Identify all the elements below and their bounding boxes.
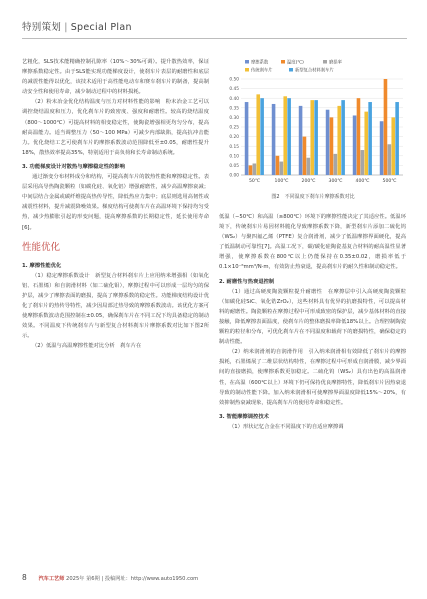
bar-0 [380,121,384,175]
journal-brand: 汽车工艺师 [38,576,65,582]
legend-label: 摩擦系数 [251,60,269,66]
section-title: 性能优化 [22,241,61,253]
bar-4 [368,102,372,175]
x-tick-label: 200℃ [301,179,316,184]
bar-3 [283,96,287,175]
legend-label: 新型复合材料刹车片 [295,68,334,74]
subsection-title-3: 3. 功能梯度设计对散热与摩擦稳定性的影响 [22,163,125,170]
header-section: 特别策划 [22,22,62,33]
bar-0 [299,106,303,175]
bar-2 [361,150,365,175]
footer-issue: 2025年 第6期 [66,576,100,582]
x-tick-label: 100℃ [274,179,289,184]
legend-swatch [245,68,249,72]
bar-0 [353,115,357,175]
legend-swatch [323,60,327,64]
legend-swatch [281,60,285,64]
y-tick-label: 0.10 [229,154,239,160]
page-footer: 8 汽车工艺师 2025年 第6期 | 投稿网址：http://www.auto1950.com [22,573,199,582]
left-paragraph-4: （1）稳定摩擦系数设计 新型复合材料刹车片上应用纳米增强相（如氧化铝、石墨烯）和自润滑材料（如二硫化钼），摩擦过程中可以形成一层均匀的保护层，减少了摩擦表面的磨损，提高了摩擦系数的稳定性。功能梯度结构设计优化了刹车片的热传导特性，减少因局部过热导致的摩擦系数波动。该优化方案可使摩擦系数波动范围控制在±0.05，确保刹车片在不同工况下均具备稳定的制动效果。不同温度下传统刹车片与新型复合材料刹车片摩擦系数对比如下图2所示。 [22,272,209,340]
bar-2 [388,144,392,175]
left-column [22,57,209,351]
y-tick-label: 0.15 [229,144,239,150]
bar-0 [326,110,330,175]
footer-url[interactable]: http://www.auto1950.com [130,576,199,582]
bar-1 [384,79,388,175]
chart-caption: 图2 不同温度下刹车片摩擦系数对比 [271,194,355,200]
left-paragraph-2: （2）粉末冶金优化结构温度与压力对材料性能的影响 粉末冶金工艺可以调控烧结温度和压力，优化刹车片的致密度、强度和耐磨性。较高的烧结温度（800～1000℃）可提高材料的相变稳定性，使陶瓷增强相更均匀分布，提高耐高温能力。适当调整压力（50～100 MPa）可减少内部缺陷，提高抗冲击能力。优化烧结工艺可使刹车片的摩擦系数波动范围降低至±0.05，耐磨性提升18%，散热效率提高35%，特别适用于高负荷和长寿命制动系统。 [22,99,209,156]
bar-2 [334,154,338,175]
y-tick-label: 0.40 [229,96,239,102]
bar-3 [337,106,341,175]
bar-2 [307,158,311,175]
bar-4 [395,102,399,175]
legend-swatch [245,60,249,64]
y-tick-label: 0.50 [229,77,239,83]
x-tick-label: 500℃ [382,179,397,184]
bar-3 [310,100,314,175]
bar-0 [245,102,249,175]
legend-label: 磨损率 [329,60,342,66]
bar-1 [303,137,307,175]
bar-3 [391,117,395,175]
footer-site-label: 投稿网址： [104,576,131,582]
subsection-title-smart: 3. 智能摩擦调控技术 [219,413,269,420]
y-tick-label: 0.20 [229,135,239,141]
header-rule [22,38,407,39]
y-tick-label: 0.00 [229,173,239,179]
legend-label: 温度(℃) [287,60,304,66]
x-tick-label: 400℃ [355,179,370,184]
subsection-title-friction: 1. 摩擦性能优化 [22,262,62,269]
x-tick-label: 50℃ [248,179,261,184]
bar-4 [287,98,291,175]
y-tick-label: 0.35 [229,106,239,112]
bar-1 [330,117,334,175]
bar-1 [276,156,280,175]
bar-3 [364,112,368,175]
y-tick-label: 0.45 [229,87,239,93]
page-number: 8 [22,573,27,582]
friction-chart [219,57,407,207]
legend-label: 传统刹车片 [251,68,273,74]
right-paragraph-4: （1）形状记忆合金在不同温度下的自适应摩擦调 [229,423,344,430]
bar-1 [357,98,361,175]
left-paragraph-5: （2）低温与高温摩擦性能对比分析 刹车片在 [32,343,142,350]
header-divider: | [64,22,68,33]
x-tick-label: 300℃ [328,179,343,184]
right-paragraph-3: （2）纳米润滑剂的自润滑作用 引入纳米润滑相有效降低了刹车片的摩擦损耗，石墨烯展了二维层状结构特性，在摩擦过程中可形成自润滑膜，减少界面间的直接磨损，使摩擦系数更加稳定。二硫化钨（WS₂）具有出色的高温润滑性，在高温（600℃以上）环境下仍可保持优良摩擦特性，降低刹车片因热衰退导致的制动性能下降。加入纳米润滑相可使摩擦界面温度降低15%～20%，有效抑制热衰减现象，提高刹车片的使用寿命和稳定性。 [219,349,406,406]
page-header [22,19,132,33]
bar-4 [260,98,264,175]
right-column [219,212,406,432]
left-paragraph-3: 通过渐变分布材料成分和结构，可提高刹车片的散热性能和摩擦稳定性。表层采用高导热陶瓷颗粒（如碳化硅、氧化铝）增强耐磨性，减少高温摩擦衰减；中间层结合金属或碳纤维提高热传导性，降低热应力集中；底层则选用高韧性或减震性材料，提升减震降噪效果。梯度结构可使刹车片在高温环境下保持均匀受热，减少热膨胀引起的形变问题，提高摩擦系数的长期稳定性，延长使用寿命[6]。 [22,174,209,231]
bar-3 [256,94,260,175]
y-tick-label: 0.25 [229,125,239,131]
legend-swatch [289,68,293,72]
bar-2 [280,162,284,175]
bar-0 [272,104,276,175]
bar-4 [341,100,345,175]
y-tick-label: 0.05 [229,164,239,169]
bar-4 [314,100,318,175]
left-paragraph-1: 艺粗化，SLS技术能精确控制孔隙率（10%～30%可调）。提升散热效率，保证摩擦系数稳定性。由于SLS能实现功能梯度设计，使刹车片表层的耐磨性和底层的减震性能得以优化，该技术适用于高性能电动车和赛车刹车片的制备，提高制动安全性和使用寿命，减少制动过程中的材料损耗。 [22,59,209,96]
bar-1 [249,165,253,175]
subsection-title-wear: 2. 耐磨性与热衰退控制 [219,278,275,285]
right-paragraph-1: 低温（−50℃）和高温（≥800℃）环境下的摩擦性能决定了其适应性。低温环境下，传统刹车片易因材料脆化导致摩擦系数下降，新型刹车片添加二硫化钨（WS₂）与聚四氟乙烯（PTFE）复合润滑剂，减少了低温摩擦界面硬化，提高了低温制动可靠性[7]。高温工况下，碳/碳化硅陶瓷基复合材料的耐高温性显著增强，使摩擦系数在800℃以上仍能保持在0.35±0.02，磨损率低于0.1×10⁻⁶mm³/N·m，有效防止热衰退，提高刹车片的耐久性和制动稳定性。 [219,214,406,271]
header-english: Special Plan [70,22,132,33]
y-tick-label: 0.30 [229,116,239,121]
bar-2 [253,163,257,175]
right-paragraph-2: （1）通过高硬度陶瓷颗粒提升耐磨性 在摩擦层中引入高硬度陶瓷颗粒（如碳化硅SiC、氧化锆ZrO₂），这些材料具有优异的抗磨损特性，可以提高材料的耐磨性。陶瓷颗粒在摩擦过程中可形成致密的保护层，减少基体材料的直接接触，降低摩擦表面温度，使刹车片的整体磨损率降低18%以上。合理控制陶瓷颗粒的粒径和分布，可优化刹车片在不同温度和载荷下的磨损特性，确保稳定的制动性能。 [219,288,406,346]
chart-svg [219,57,407,191]
